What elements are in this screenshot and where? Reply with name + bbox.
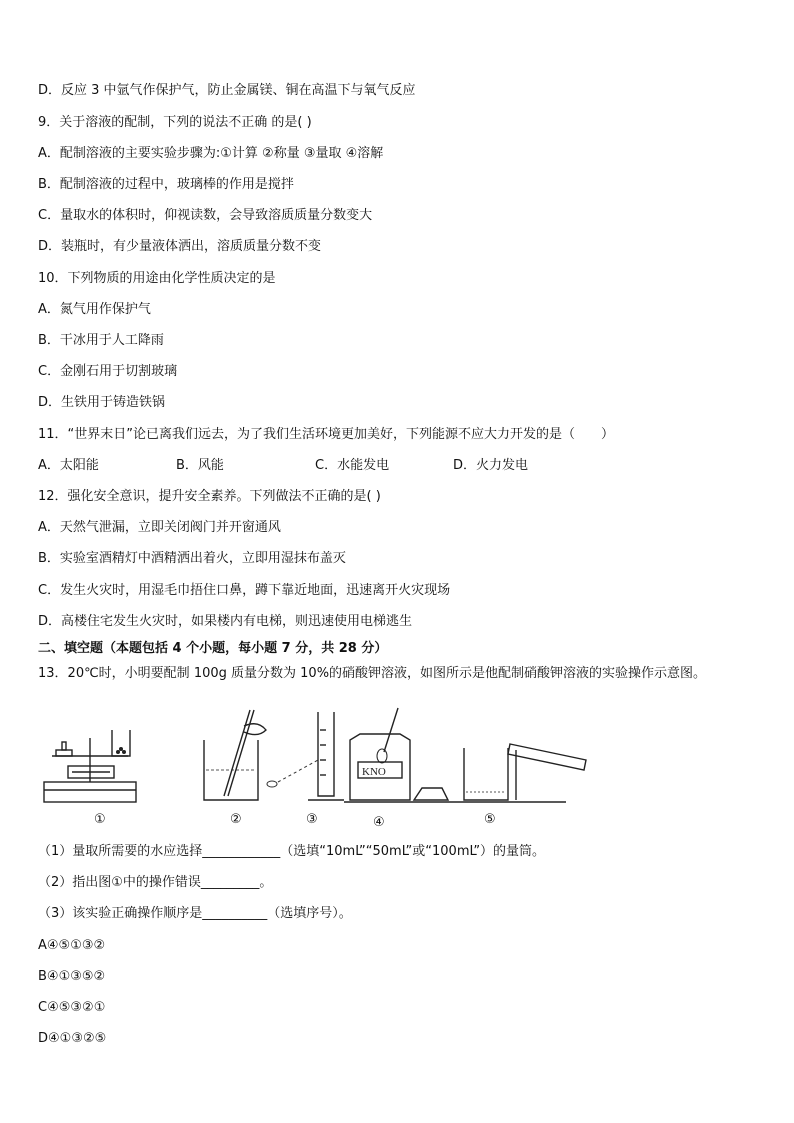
- question-12: 12．强化安全意识，提升安全素养。下列做法不正确的是( ): [38, 489, 381, 504]
- q11-option-a: A．太阳能: [38, 458, 99, 473]
- q10-option-b: B．干冰用于人工降雨: [38, 333, 164, 348]
- q11-option-b: B．风能: [176, 458, 224, 473]
- q12-option-c: C．发生火灾时，用湿毛巾捂住口鼻，蹲下靠近地面，迅速离开火灾现场: [38, 583, 451, 598]
- q13-option-b: B④①③⑤②: [38, 969, 106, 984]
- reagent-bottle-illustration: [344, 708, 458, 802]
- q9-option-b: B．配制溶液的过程中，玻璃棒的作用是搅拌: [38, 177, 294, 192]
- q10-option-c: C．金刚石用于切割玻璃: [38, 364, 178, 379]
- question-10: 10．下列物质的用途由化学性质决定的是: [38, 271, 276, 286]
- question-13: 13．20℃时，小明要配制 100g 质量分数为 10%的硝酸钾溶液，如图所示是他配制硝酸钾溶液的实验操作示意图。: [38, 666, 707, 681]
- bottle-label: KNO: [362, 766, 386, 778]
- q13-part-2: （2）指出图①中的操作错误_________。: [38, 875, 273, 890]
- q11-option-c: C．水能发电: [315, 458, 390, 473]
- q9-option-a: A．配制溶液的主要实验步骤为:①计算 ②称量 ③量取 ④溶解: [38, 146, 384, 161]
- figure-label-3: ③: [306, 812, 318, 827]
- experiment-figure: [38, 700, 598, 830]
- q12-option-a: A．天然气泄漏，立即关闭阀门并开窗通风: [38, 520, 281, 535]
- cylinder-illustration: [267, 712, 344, 800]
- beaker-stirring-illustration: [204, 710, 266, 800]
- question-11: 11．“世界末日”论已离我们远去，为了我们生活环境更加美好，下列能源不应大力开发的是（ ）: [38, 427, 615, 442]
- question-9: 9．关于溶液的配制，下列的说法不正确 的是( ): [38, 115, 312, 130]
- option-d-previous: D．反应 3 中氩气作保护气，防止金属镁、铜在高温下与氧气反应: [38, 83, 416, 98]
- pouring-illustration: [458, 744, 586, 802]
- q10-option-a: A．氮气用作保护气: [38, 302, 151, 317]
- q11-option-d: D．火力发电: [453, 458, 529, 473]
- q10-option-d: D．生铁用于铸造铁锅: [38, 395, 166, 410]
- q9-option-c: C．量取水的体积时，仰视读数，会导致溶质质量分数变大: [38, 208, 373, 223]
- q13-option-c: C④⑤③②①: [38, 1000, 106, 1015]
- q13-part-3: （3）该实验正确操作顺序是__________（选填序号）。: [38, 906, 352, 921]
- q13-option-a: A④⑤①③②: [38, 938, 106, 953]
- figure-label-5: ⑤: [484, 812, 496, 827]
- q9-option-d: D．装瓶时，有少量液体洒出，溶质质量分数不变: [38, 239, 322, 254]
- balance-illustration: [44, 730, 136, 802]
- section-heading: 二、填空题（本题包括 4 个小题，每小题 7 分，共 28 分）: [38, 641, 388, 656]
- figure-label-4: ④: [373, 815, 385, 830]
- q12-option-d: D．高楼住宅发生火灾时，如果楼内有电梯，则迅速使用电梯逃生: [38, 614, 413, 629]
- figure-label-1: ①: [94, 812, 106, 827]
- q12-option-b: B．实验室酒精灯中酒精洒出着火，立即用湿抹布盖灭: [38, 551, 346, 566]
- figure-label-2: ②: [230, 812, 242, 827]
- q13-part-1: （1）量取所需要的水应选择____________（选填“10mL”“50mL”或“100mL”）的量筒。: [38, 844, 546, 859]
- q13-option-d: D④①③②⑤: [38, 1031, 107, 1046]
